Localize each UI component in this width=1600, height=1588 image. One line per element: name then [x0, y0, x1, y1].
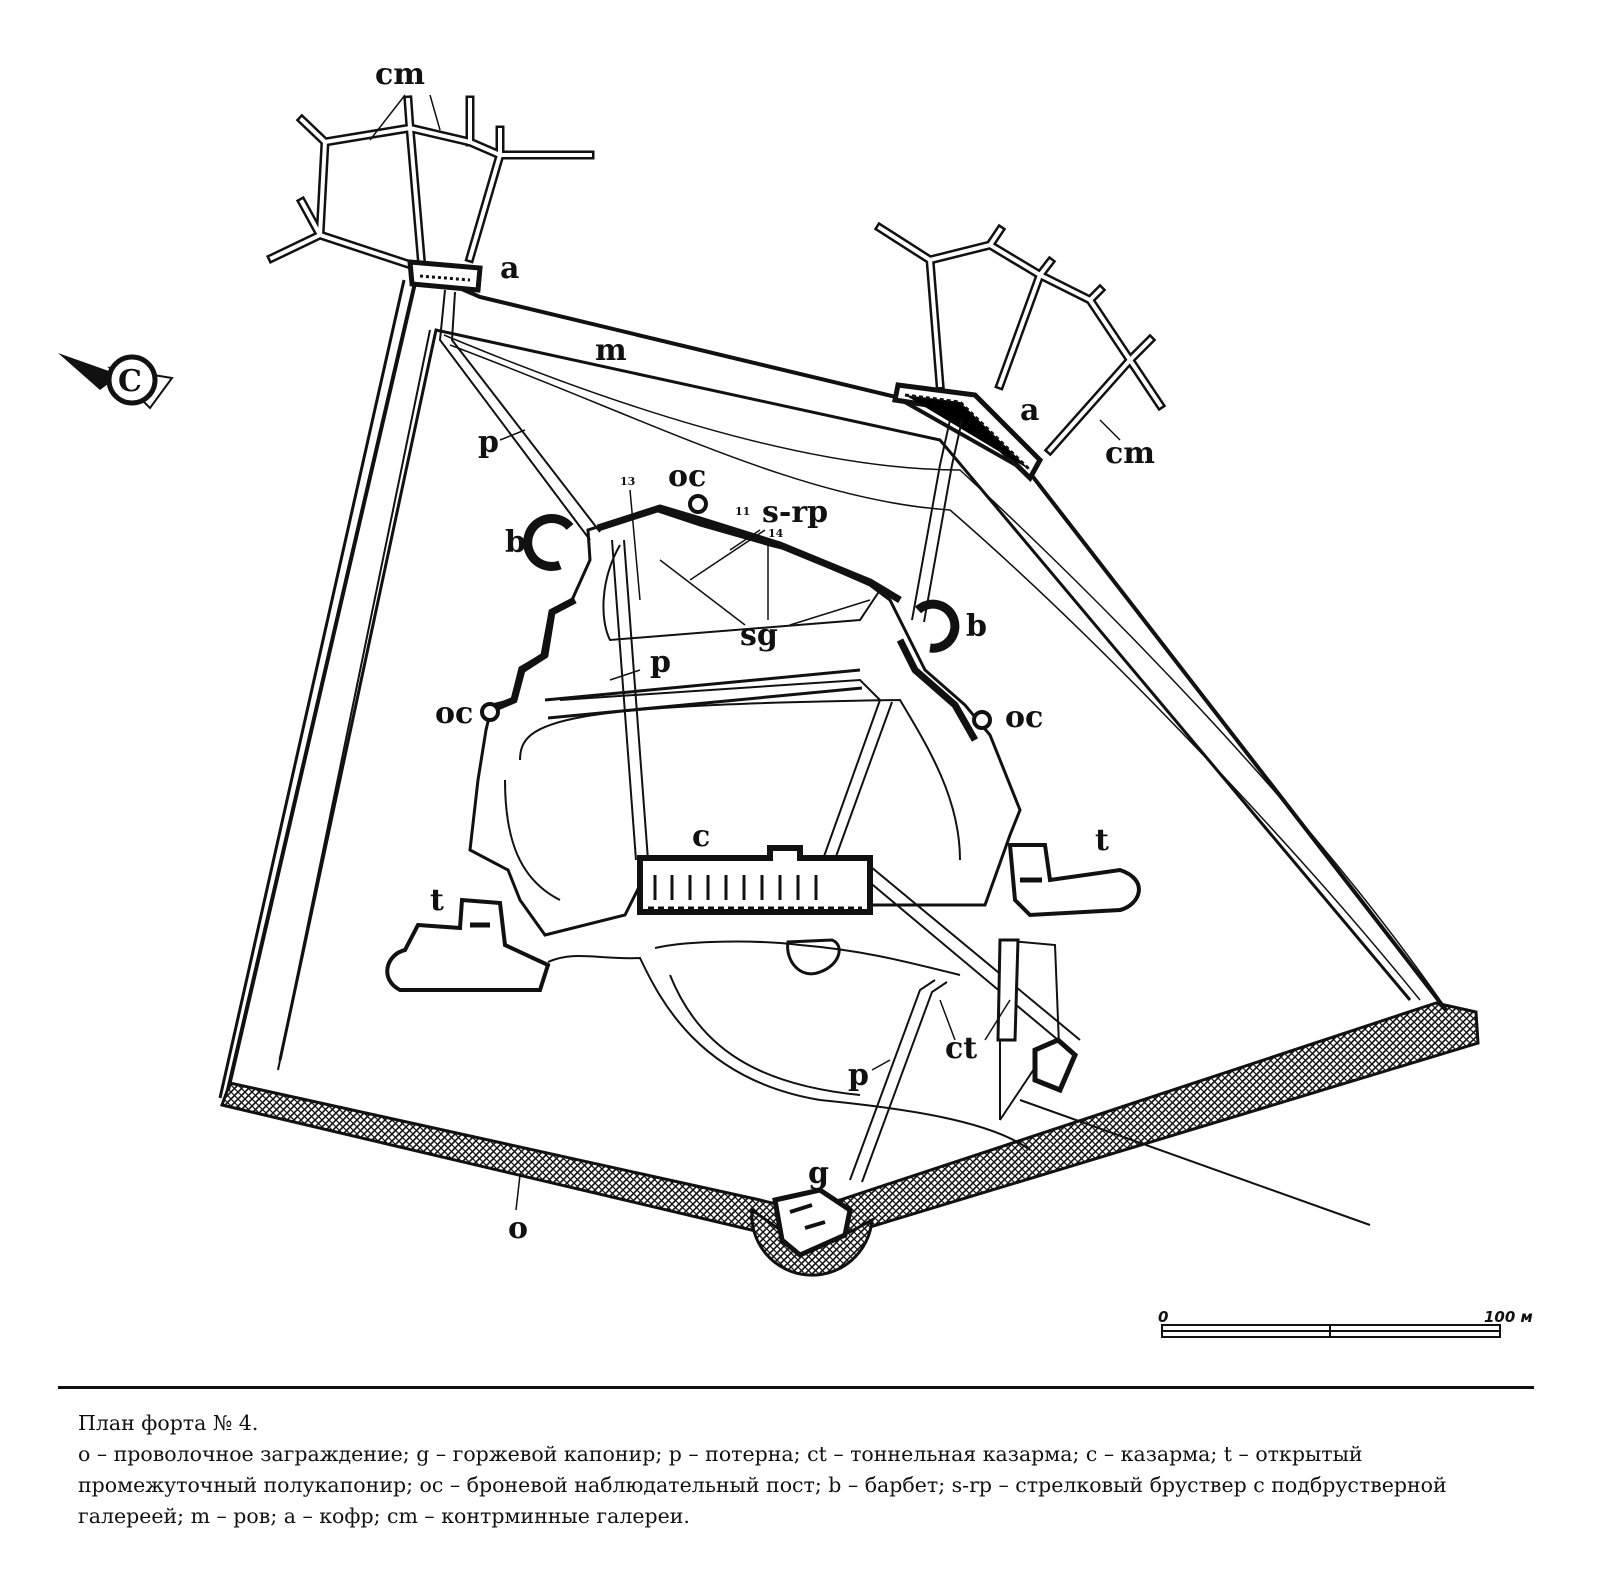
label-sg: sg [740, 618, 778, 653]
label-t-left: t [430, 883, 444, 918]
compass-icon [58, 353, 172, 408]
label-c: c [692, 819, 711, 854]
label-s-rp: s-rp [762, 495, 829, 530]
caption-legend: o – проволочное заграждение; g – горжевой капонир; p – потерна; ct – тоннельная казарма; c – казарма; t – открытый промежуточный полукапонир; oc – броневой наблюдательный пост; b – барбет; s-rp – стрелковый бруствер с подбрустверной галереей; m – ров; a – кофр; cm – контрминные галереи. [78, 1442, 1447, 1528]
tunnel-barracks [998, 940, 1075, 1090]
marker-11: 11 [735, 505, 751, 518]
label-oc-right: oc [1005, 700, 1044, 735]
label-ct: ct [945, 1031, 978, 1066]
coffer-left [410, 262, 480, 290]
label-compass: C [118, 364, 142, 399]
label-cm-right: cm [1105, 436, 1156, 471]
label-b-left: b [505, 525, 526, 560]
label-oc-left: oc [435, 696, 474, 731]
label-b-right: b [966, 609, 987, 644]
label-t-right: t [1095, 823, 1109, 858]
label-o: o [508, 1211, 529, 1246]
barracks [640, 848, 870, 912]
label-g: g [808, 1156, 829, 1191]
scale-start-label: 0 [1158, 1308, 1169, 1326]
caption [78, 1408, 1548, 1532]
marker-14: 14 [768, 527, 784, 540]
label-m: m [595, 333, 627, 368]
wire-obstacle [222, 1003, 1478, 1275]
label-p-center: p [650, 645, 671, 680]
label-a-left: a [500, 251, 520, 286]
label-a-right: a [1020, 393, 1040, 428]
scale-bar [1158, 1308, 1533, 1337]
label-p-bottom: p [848, 1058, 869, 1093]
label-cm-top: cm [375, 57, 426, 92]
coffer-right [895, 385, 1040, 478]
label-p-left: p [478, 425, 499, 460]
caption-title: План форта № 4. [78, 1411, 259, 1435]
caption-divider [58, 1386, 1534, 1389]
scale-end-label: 100 м [1484, 1308, 1533, 1326]
marker-13: 13 [620, 475, 636, 488]
label-oc-top: oc [668, 459, 707, 494]
